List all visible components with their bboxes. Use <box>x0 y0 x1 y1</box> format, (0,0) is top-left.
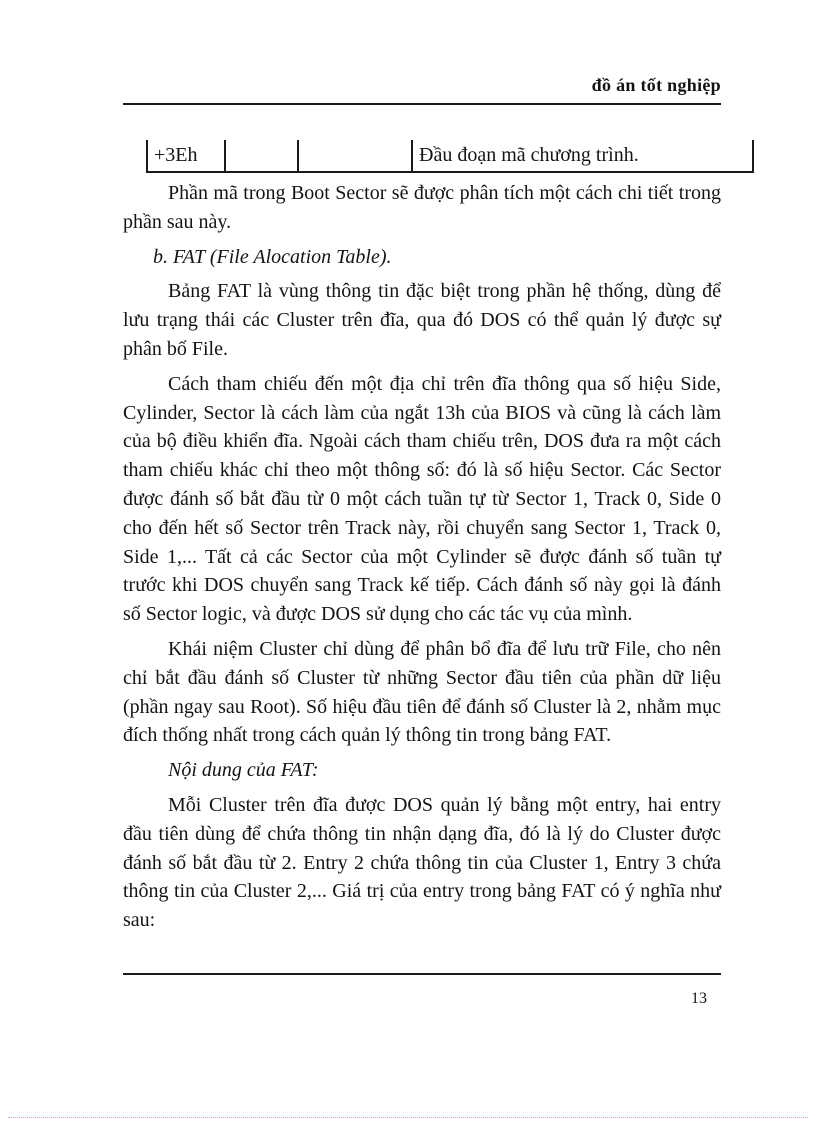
heading-fat-content: Nội dung của FAT: <box>168 759 319 782</box>
paragraph-boot-code: Phần mã trong Boot Sector sẽ được phân tích một cách chi tiết trong phần sau này. <box>123 182 721 233</box>
table-cell-offset: +3Eh <box>147 140 225 172</box>
paragraph-cluster: Khái niệm Cluster chỉ dùng để phân bổ đĩa để lưu trữ File, cho nên chỉ bắt đầu đánh số Cluster từ những Sector đầu tiên của phần dữ liệu (phần ngay sau Root). Số hiệu đầu tiên để đánh số Cluster là 2, nhằm mục đích thống nhất trong cách quản lý thông tin trong bảng FAT. <box>123 637 721 747</box>
paragraph-fat-entries: Mỗi Cluster trên đĩa được DOS quản lý bằng một entry, hai entry đầu tiên dùng để chứa thông tin nhận dạng đĩa, đó là lý do Cluster được đánh số bắt đầu từ 2. Entry 2 chứa thông tin của Cluster 1, Entry 3 chứa thông tin của Cluster 2,... Giá trị của entry trong bảng FAT có ý nghĩa như sau: <box>123 793 721 932</box>
table-cell-empty-1 <box>225 140 298 172</box>
paragraph-fat-intro: Bảng FAT là vùng thông tin đặc biệt trong phần hệ thống, dùng để lưu trạng thái các Cluster trên đĩa, qua đó DOS có thể quản lý được sự phân bố File. <box>123 280 721 360</box>
offset-table <box>146 140 754 173</box>
page-number: 13 <box>691 990 707 1007</box>
header-rule <box>123 103 721 105</box>
table-row <box>147 140 753 172</box>
heading-fat: b. FAT (File Alocation Table). <box>153 245 392 268</box>
table-cell-description: Đầu đoạn mã chương trình. <box>412 140 753 172</box>
content-column <box>123 0 721 935</box>
table-cell-empty-2 <box>298 140 412 172</box>
footer-rule <box>123 973 721 975</box>
bottom-dotted-divider <box>8 1117 808 1118</box>
paragraph-sector-numbering: Cách tham chiếu đến một địa chỉ trên đĩa thông qua số hiệu Side, Cylinder, Sector là cách làm của ngắt 13h của BIOS và cũng là cách làm của bộ điều khiển đĩa. Ngoài cách tham chiếu trên, DOS đưa ra một cách tham chiếu khác chỉ theo một thông số: đó là số hiệu Sector. Các Sector được đánh số bắt đầu từ 0 một cách tuần tự từ Sector 1, Track 0, Side 0 cho đến hết số Sector trên Track này, rồi chuyển sang Sector 1, Track 0, Side 1,... Tất cả các Sector của một Cylinder sẽ được đánh số tuần tự trước khi DOS chuyển sang Track kế tiếp. Cách đánh số này gọi là đánh số Sector logic, và được DOS sử dụng cho các tác vụ của mình. <box>123 372 721 626</box>
running-header-title: đồ án tốt nghiệp <box>591 75 721 95</box>
